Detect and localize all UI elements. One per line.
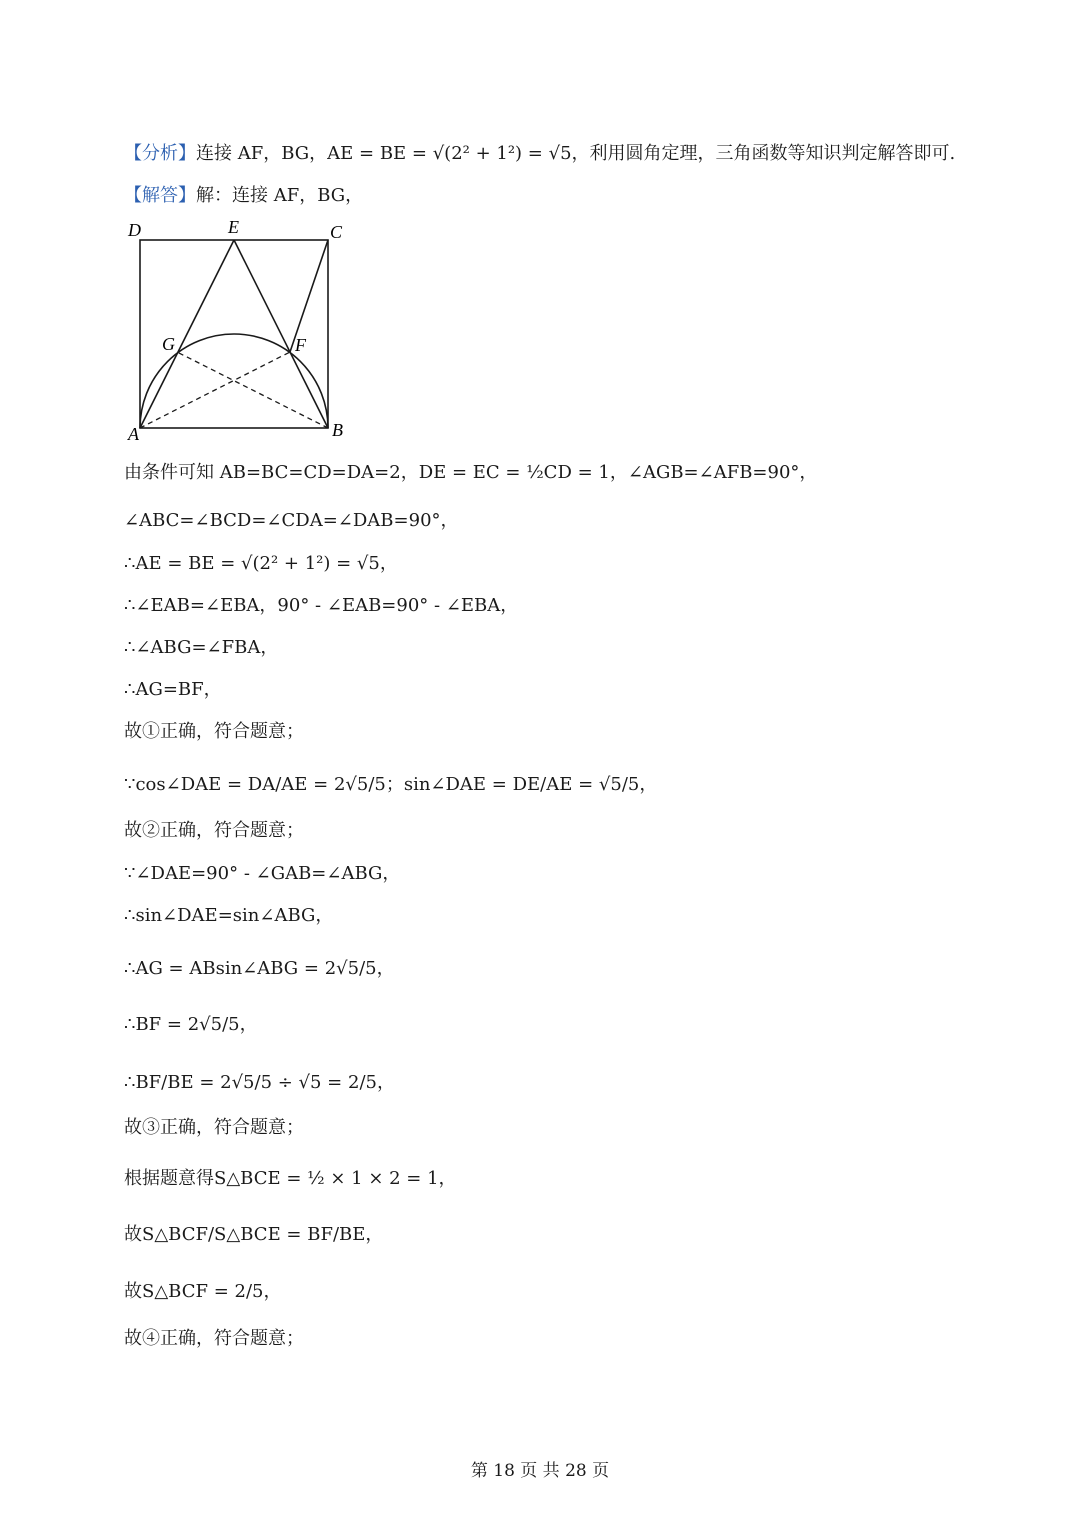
answer-text: 解：连接 AF，BG，	[196, 185, 364, 206]
solution-line-17: 故S△BCF/S△BCE = BF/BE，	[124, 1224, 384, 1245]
solution-line-18: 故S△BCF = 2/5，	[124, 1281, 282, 1302]
solution-line-15: 故③正确，符合题意；	[124, 1117, 304, 1138]
answer-tag: 【解答】	[124, 185, 196, 206]
answer-line	[124, 183, 363, 209]
analysis-tag: 【分析】	[124, 143, 196, 164]
label-a: A	[128, 424, 139, 444]
dashed-bg	[177, 352, 328, 428]
solution-line-10: ∵∠DAE=90° - ∠GAB=∠ABG，	[124, 863, 401, 884]
solution-line-4: ∴∠EAB=∠EBA，90° - ∠EAB=90° - ∠EBA，	[124, 595, 519, 616]
solution-line-2: ∠ABC=∠BCD=∠CDA=∠DAB=90°，	[124, 510, 459, 531]
solution-line-9: 故②正确，符合题意；	[124, 820, 304, 841]
analysis-line	[124, 141, 955, 167]
geometry-figure	[120, 214, 360, 444]
label-d: D	[128, 220, 141, 240]
solution-line-11: ∴sin∠DAE=sin∠ABG，	[124, 905, 334, 926]
analysis-text: 连接 AF，BG，AE = BE = √(2² + 1²) = √5，利用圆角定理，三角函数等知识判定解答即可.	[196, 143, 956, 164]
solution-line-1: 由条件可知 AB=BC=CD=DA=2，DE = EC = ½CD = 1，∠AGB=∠AFB=90°，	[124, 462, 818, 483]
solution-line-8: ∵cos∠DAE = DA/AE = 2√5/5；sin∠DAE = DE/AE = √5/5，	[124, 774, 658, 795]
label-e: E	[228, 217, 239, 237]
solution-line-14: ∴BF/BE = 2√5/5 ÷ √5 = 2/5，	[124, 1072, 395, 1093]
solution-line-3: ∴AE = BE = √(2² + 1²) = √5，	[124, 553, 398, 574]
label-g: G	[162, 334, 175, 354]
solution-line-16: 根据题意得S△BCE = ½ × 1 × 2 = 1，	[124, 1168, 457, 1189]
solution-line-7: 故①正确，符合题意；	[124, 721, 304, 742]
label-f: F	[295, 335, 306, 355]
solution-line-6: ∴AG=BF，	[124, 679, 222, 700]
solution-line-19: 故④正确，符合题意；	[124, 1328, 304, 1349]
dashed-af	[140, 352, 290, 428]
solution-line-13: ∴BF = 2√5/5，	[124, 1014, 258, 1035]
label-c: C	[330, 222, 343, 242]
segment-be	[234, 240, 328, 428]
label-b: B	[332, 420, 343, 440]
solution-line-12: ∴AG = ABsin∠ABG = 2√5/5，	[124, 958, 395, 979]
page-footer: 第 18 页 共 28 页	[470, 1461, 610, 1481]
solution-line-5: ∴∠ABG=∠FBA，	[124, 637, 279, 658]
segment-ae	[140, 240, 234, 428]
